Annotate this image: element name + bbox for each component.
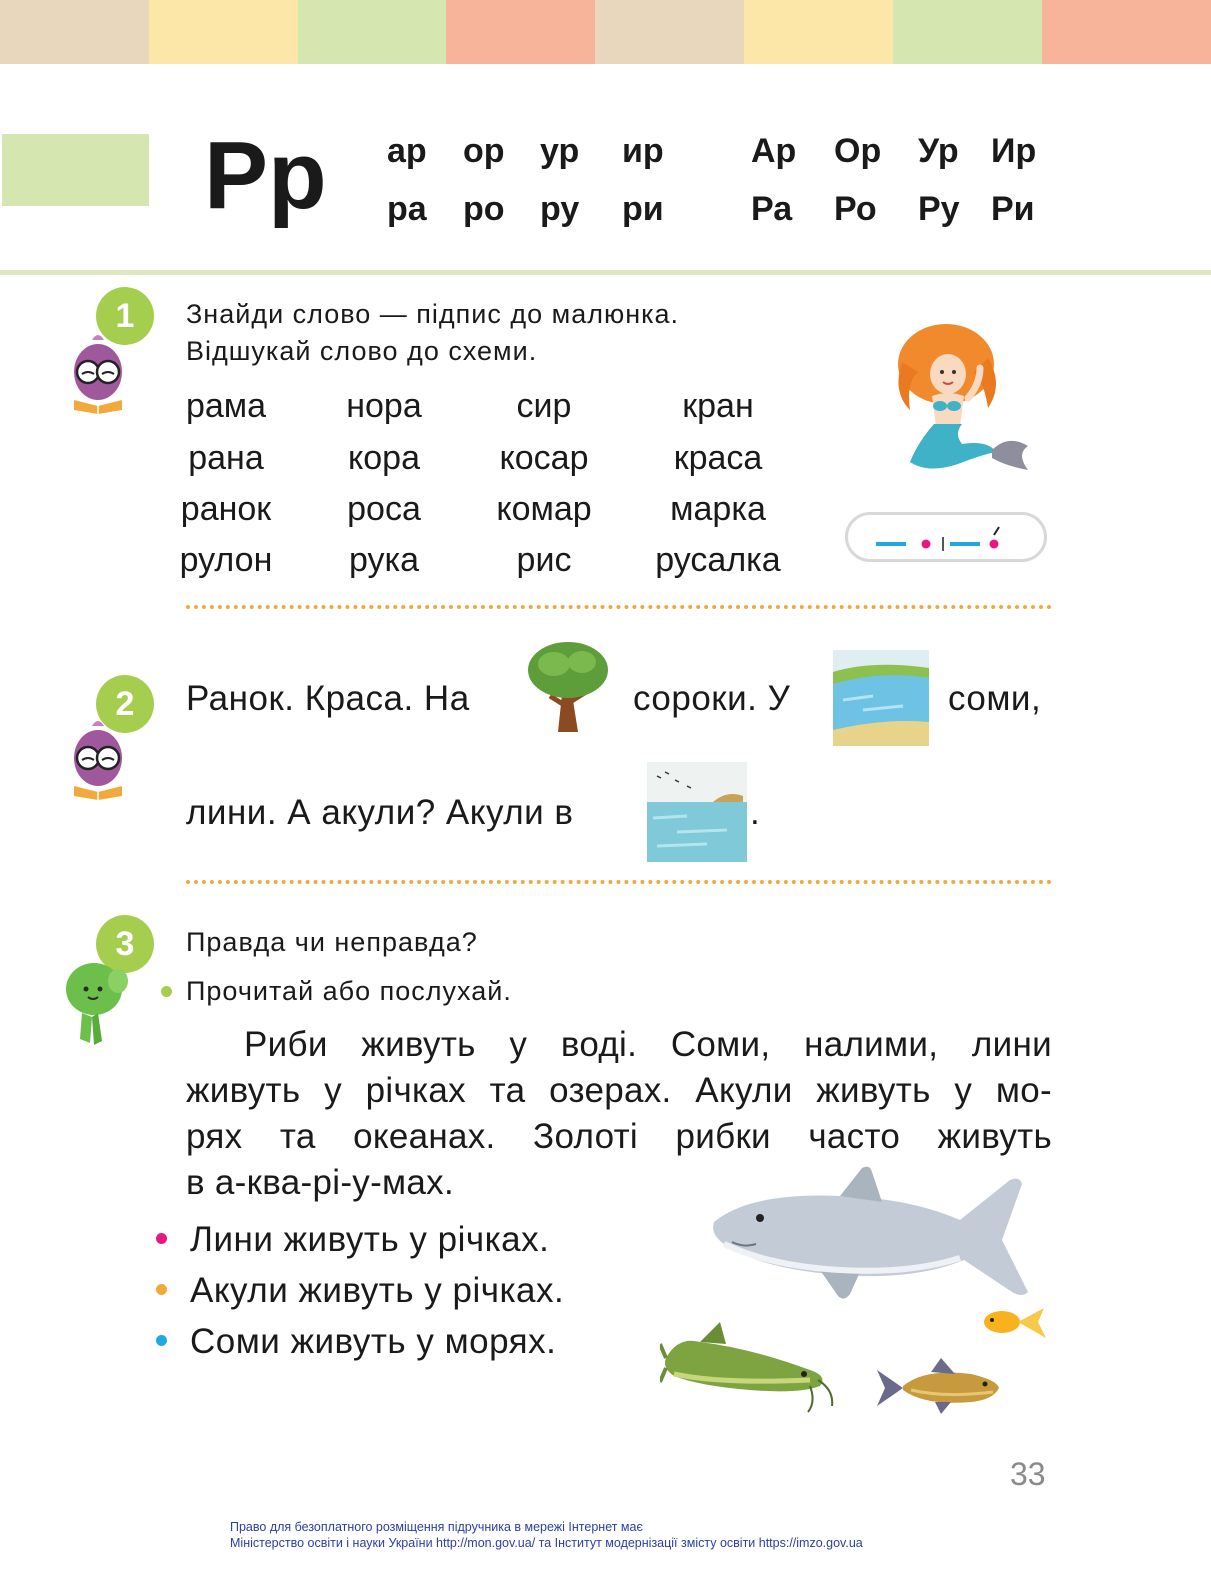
syllable: Ир xyxy=(991,132,1037,170)
owl-reading-icon xyxy=(66,328,130,418)
syllable: ро xyxy=(463,190,505,228)
sea-icon xyxy=(647,762,747,862)
word-item: рана xyxy=(188,439,264,477)
word-item: кран xyxy=(682,387,754,425)
mermaid-illustration xyxy=(888,322,1033,482)
owl-reading-icon xyxy=(66,714,130,804)
task2-text-part1: Ранок. Краса. На xyxy=(186,679,470,718)
letter-uppercase: Р xyxy=(204,122,269,229)
syllable: Ру xyxy=(918,190,960,228)
stripe-8 xyxy=(1042,0,1211,64)
task1-instruction-line1: Знайди слово — підпис до малюнка. xyxy=(186,299,680,329)
letter-lowercase: р xyxy=(268,122,327,229)
syllable: Ра xyxy=(751,190,793,228)
syllable: ри xyxy=(622,190,664,228)
statement-3: Соми живуть у морях. xyxy=(190,1322,557,1361)
story-line: живуть у річках та озерах. Акули живуть у мо- xyxy=(186,1071,1052,1110)
word-item: рулон xyxy=(179,541,273,579)
task-number-badge: 3 xyxy=(96,915,154,973)
goldfish-illustration xyxy=(980,1300,1050,1344)
stripe-7 xyxy=(893,0,1042,64)
letter-box-decoration xyxy=(2,134,149,206)
footer-line2: Міністерство освіти і науки України http://mon.gov.ua/ та Інститут модернізації змісту освіти https://imzo.gov.ua xyxy=(230,1536,863,1550)
dotted-divider-1 xyxy=(186,605,1052,609)
task-number-badge: 1 xyxy=(96,287,154,345)
sound-scheme-icon xyxy=(848,515,1044,559)
task2-text-part2: сороки. У xyxy=(633,679,791,718)
story-line: рях та океанах. Золоті рибки часто живуть xyxy=(186,1117,1052,1156)
word-item: кора xyxy=(348,439,420,477)
green-creature-listening-icon xyxy=(60,955,132,1047)
shark-illustration xyxy=(710,1162,1040,1304)
syllable: Ар xyxy=(751,132,797,170)
stripe-1 xyxy=(0,0,149,64)
syllable: ар xyxy=(387,132,427,170)
word-item: нора xyxy=(346,387,422,425)
instruction-bullet xyxy=(161,986,172,997)
stripe-5 xyxy=(595,0,744,64)
statement-bullet xyxy=(156,1335,167,1346)
word-item: краса xyxy=(673,439,763,477)
word-item: рама xyxy=(185,387,267,425)
statement-bullet xyxy=(156,1233,167,1244)
page-number: 33 xyxy=(1010,1456,1046,1492)
header-divider xyxy=(0,270,1211,275)
sound-scheme xyxy=(845,512,1047,562)
word-item: ранок xyxy=(180,490,272,528)
footer-line1: Право для безоплатного розміщення підручника в мережі Інтернет має xyxy=(230,1520,643,1534)
task2-text-part3: соми, xyxy=(948,679,1042,718)
stripe-2 xyxy=(149,0,298,64)
stripe-4 xyxy=(446,0,595,64)
task-number-badge: 2 xyxy=(96,675,154,733)
tree-icon xyxy=(524,640,612,736)
word-item: комар xyxy=(496,490,592,528)
syllable: ру xyxy=(540,190,580,228)
task3-instruction: Прочитай або послухай. xyxy=(186,976,512,1006)
stripe-3 xyxy=(298,0,446,64)
statement-2: Акули живуть у річках. xyxy=(190,1271,565,1310)
statement-1: Лини живуть у річках. xyxy=(190,1220,550,1259)
syllable: ор xyxy=(463,132,505,170)
statement-bullet xyxy=(156,1284,167,1295)
word-item: рука xyxy=(348,541,420,579)
story-line: в а-ква-рі-у-мах. xyxy=(186,1163,454,1202)
syllable: ур xyxy=(540,132,580,170)
stripe-6 xyxy=(744,0,893,64)
word-item: рис xyxy=(516,541,572,579)
river-icon xyxy=(833,650,929,746)
tench-illustration xyxy=(875,1356,1005,1418)
task2-text-part4: лини. А акули? Акули в xyxy=(186,793,574,832)
syllable: ир xyxy=(622,132,664,170)
catfish-illustration xyxy=(660,1318,840,1414)
story-line: Риби живуть у воді. Соми, налими, лини xyxy=(244,1025,1052,1064)
word-item: сир xyxy=(516,387,572,425)
word-item: марка xyxy=(670,490,766,528)
word-item: роса xyxy=(347,490,421,528)
word-item: русалка xyxy=(655,541,781,579)
dotted-divider-2 xyxy=(186,880,1052,884)
syllable: Ро xyxy=(834,190,877,228)
task1-instruction-line2: Відшукай слово до схеми. xyxy=(186,336,538,366)
syllable: Ур xyxy=(918,132,959,170)
syllable: Ор xyxy=(834,132,882,170)
syllable: Ри xyxy=(991,190,1035,228)
task3-question: Правда чи неправда? xyxy=(186,927,478,957)
word-item: косар xyxy=(499,439,589,477)
syllable: ра xyxy=(387,190,427,228)
task2-text-part5: . xyxy=(750,793,761,832)
